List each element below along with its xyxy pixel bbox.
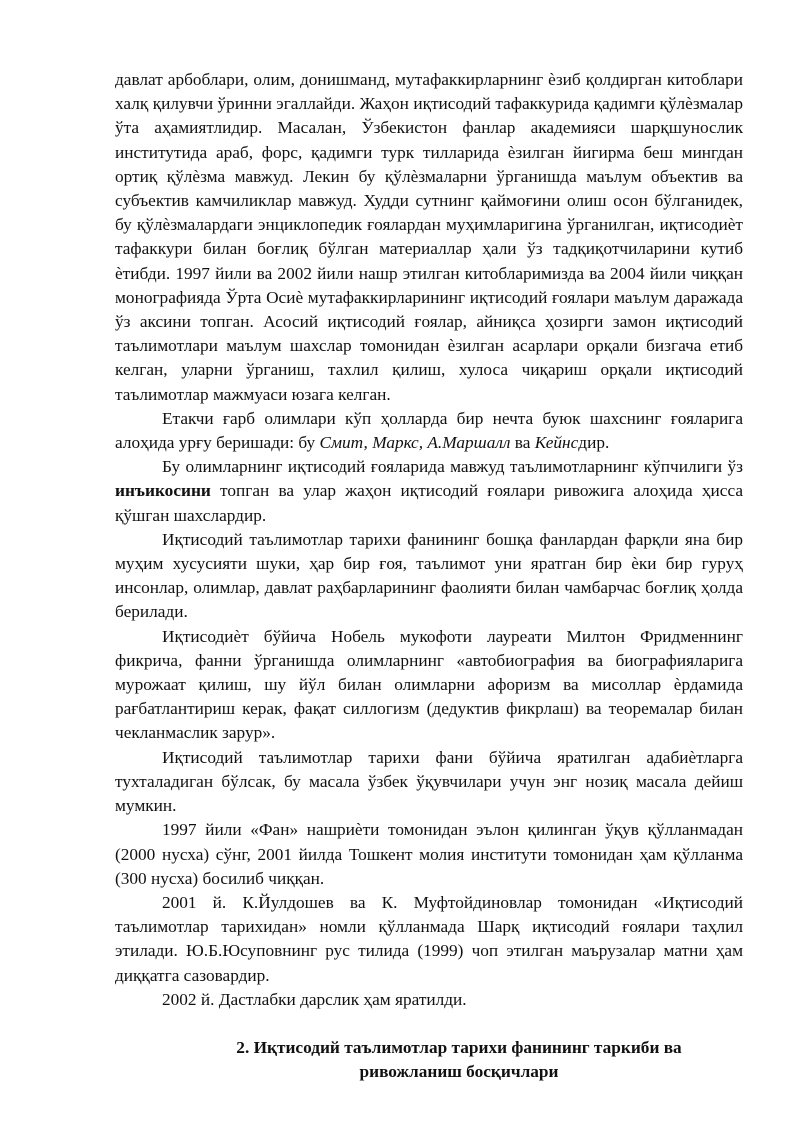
paragraph-2 (115, 407, 743, 455)
paragraph-3-text-start: Бу олимларнинг иқтисодий ғояларида мавжуд таълимотларнинг кўпчилиги ўз (162, 457, 743, 477)
paragraph-7: 1997 йили «Фан» нашриѐти томонидан эълон қилинган ўқув қўлланмадан (2000 нусха) сўнг, 2001 йилда Тошкент молия институти томонидан ҳам қўлланма (300 нусха) босилиб чиққан. (115, 820, 743, 888)
document-page (115, 68, 743, 1084)
paragraph-1: давлат арбоблари, олим, донишманд, мутафаккирларнинг ѐзиб қолдирган китоблари халқ қилувчи ўринни эгаллайди. Жаҳон иқтисодий тафаккурида қадимги қўлѐзмалар ўта аҳамиятлидир. Масалан, Ўзбекистон фанлар академияси шарқшунослик институтида араб, форс, қадимги турк тилларида ѐзилган йигирма беш мингдан ортиқ қўлѐзма мавжуд. Лекин бу қўлѐзмаларни ўрганишда маълум объектив ва субъектив камчиликлар мавжуд. Худди сутнинг қаймоғини олиш осон бўлганидек, бу қўлѐзмалардаги энциклопедик ғоялардан муҳимларигина ўрганилган, иқтисодиѐт тафаккури билан боғлиқ бўлган материаллар ҳали ўз тадқиқотчиларини кутиб ѐтибди. 1997 йили ва 2002 йили нашр этилган китобларимизда ва 2004 йили чиққан монографияда Ўрта Осиѐ мутафаккирларининг иқтисодий ғоялари маълум даражада ўз аксини топган. Асосий иқтисодий ғоялар, айниқса ҳозирги замон иқтисодий таълимотлари маълум шахслар томонидан ѐзилган асарлари орқали бизгача етиб келган, уларни ўрганиш, тахлил қилиш, хулоса чиқариш орқали иқтисодий таълимотлар мажмуаси юзага келган. (115, 70, 743, 404)
section-heading (115, 1036, 743, 1084)
bold-term: инъикосини (115, 481, 211, 501)
paragraph-4: Иқтисодий таълимотлар тарихи фанининг бошқа фанлардан фарқли яна бир муҳим хусусияти шуки, ҳар бир ғоя, таълимот уни яратган бир ѐки бир гуруҳ инсонлар, олимлар, давлат раҳбарларининг фаолияти билан чамбарчас боғлиқ ҳолда берилади. (115, 529, 743, 622)
italic-name-keynes: Кейнс (534, 433, 579, 453)
paragraph-6: Иқтисодий таълимотлар тарихи фани бўйича яратилган адабиѐтларга тухталадиган бўлсак, бу масала ўзбек ўқувчилари учун энг нозиқ масала дейиш мумкин. (115, 747, 743, 816)
paragraph-2-text-end: дир. (578, 433, 610, 453)
paragraph-3-text-end: топган ва улар жаҳон иқтисодий ғоялари ривожига алоҳида ҳисса қўшган шахслардир. (115, 481, 743, 525)
section-heading-line-1: 2. Иқтисодий таълимотлар тарихи фанининг таркиби ва (236, 1037, 682, 1057)
paragraph-5: Иқтисодиѐт бўйича Нобель мукофоти лауреати Милтон Фридменнинг фикрича, фанни ўрганишда олимларнинг «автобиография ва биографияларига мурожаат қилиш, шу йўл билан олимларни афоризм ва мисоллар ѐрдамида рағбатлантириш керак, фақат силлогизм (дедуктив фикрлаш) ва теоремалар билан чекланмаслик зарур». (115, 626, 743, 743)
section-heading-line-2: ривожланиш босқичлари (359, 1062, 559, 1082)
paragraph-2-conjunction: ва (510, 433, 535, 453)
paragraph-8: 2001 й. К.Йулдошев ва К. Муфтойдиновлар томонидан «Иқтисодий таълимотлар тарихидан» номли қўлланмада Шарқ иқтисодий ғоялари таҳлил этилади. Ю.Б.Юсуповнинг рус тилида (1999) чоп этилган маърузалар матни ҳам диққатга сазовардир. (115, 892, 743, 985)
paragraph-9: 2002 й. Дастлабки дарслик ҳам яратилди. (162, 989, 467, 1009)
paragraph-2-text-start: Етакчи ғарб олимлари кўп ҳолларда бир нечта буюк шахснинг ғояларига алоҳида урғу беришади: бу (115, 408, 743, 453)
italic-names: Смит, Маркс, А.Маршалл (319, 433, 511, 453)
paragraph-3 (115, 455, 743, 528)
